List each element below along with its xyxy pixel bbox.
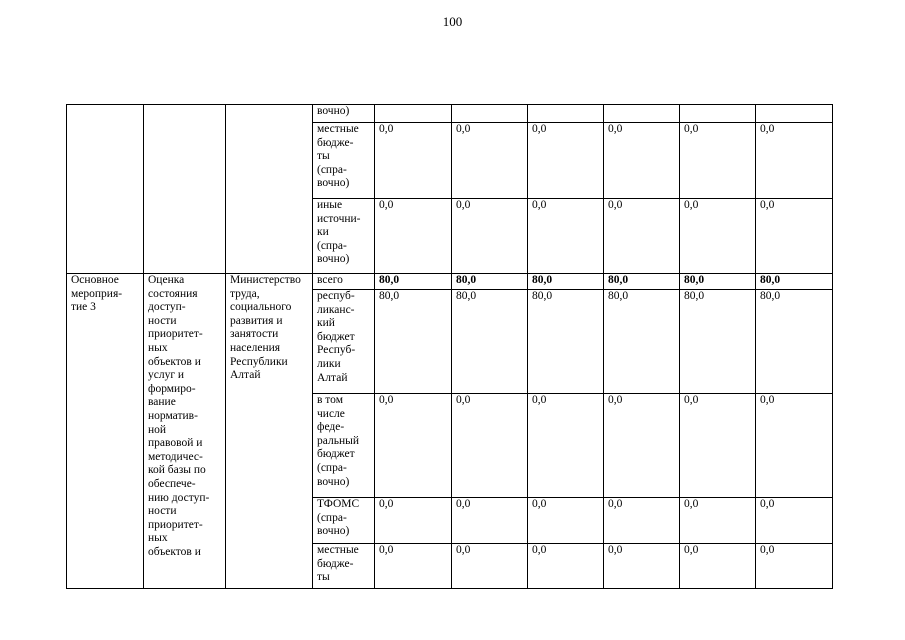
value-cell: 0,0 [452, 123, 528, 199]
value-cell [452, 105, 528, 123]
funding-source: вочно) [313, 105, 375, 123]
value-cell [528, 105, 604, 123]
funding-source: в том числе феде- ральный бюджет (спра- вочно) [313, 394, 375, 498]
value-cell: 80,0 [375, 290, 452, 394]
value-cell: 0,0 [680, 123, 756, 199]
activity-description-cell [144, 105, 226, 274]
total-value: 80,0 [604, 274, 680, 290]
funding-source: местные бюдже- ты (спра- вочно) [313, 123, 375, 199]
value-cell: 0,0 [604, 199, 680, 274]
value-cell: 80,0 [528, 290, 604, 394]
value-cell: 0,0 [452, 544, 528, 589]
total-value: 80,0 [528, 274, 604, 290]
value-cell: 80,0 [756, 290, 833, 394]
value-cell: 0,0 [604, 498, 680, 544]
value-cell: 0,0 [375, 544, 452, 589]
total-value: 80,0 [452, 274, 528, 290]
value-cell: 0,0 [756, 199, 833, 274]
executor-cell [226, 105, 313, 274]
total-value: 80,0 [756, 274, 833, 290]
value-cell: 0,0 [604, 394, 680, 498]
value-cell [604, 105, 680, 123]
value-cell [680, 105, 756, 123]
value-cell [756, 105, 833, 123]
value-cell: 0,0 [756, 544, 833, 589]
value-cell: 0,0 [756, 123, 833, 199]
value-cell: 0,0 [604, 123, 680, 199]
activity-description: Оценка состояния доступ- ности приоритет- ных объектов и услуг и формиро- вание норматив- ной правовой и методичес- кой базы по обеспече- нию доступ- ности приоритет- ных объектов и [144, 274, 226, 589]
value-cell: 0,0 [756, 498, 833, 544]
value-cell: 80,0 [680, 290, 756, 394]
value-cell: 0,0 [680, 394, 756, 498]
funding-source: иные источни- ки (спра- вочно) [313, 199, 375, 274]
value-cell: 0,0 [756, 394, 833, 498]
value-cell: 0,0 [528, 199, 604, 274]
value-cell: 0,0 [452, 394, 528, 498]
funding-source: ТФОМС (спра- вочно) [313, 498, 375, 544]
activity-name: Основное мероприя- тие 3 [67, 274, 144, 589]
value-cell: 0,0 [452, 199, 528, 274]
value-cell: 0,0 [528, 498, 604, 544]
table-row [67, 105, 833, 123]
page-number: 100 [442, 14, 463, 29]
value-cell: 0,0 [375, 394, 452, 498]
activity-executor: Министерство труда, социального развития и занятости населения Республики Алтай [226, 274, 313, 589]
value-cell: 0,0 [680, 544, 756, 589]
funding-source: респуб- ликанс- кий бюджет Респуб- лики Алтай [313, 290, 375, 394]
value-cell: 0,0 [375, 199, 452, 274]
value-cell [375, 105, 452, 123]
value-cell: 0,0 [375, 498, 452, 544]
value-cell: 0,0 [604, 544, 680, 589]
value-cell: 0,0 [528, 123, 604, 199]
value-cell: 0,0 [528, 544, 604, 589]
table-row [67, 274, 833, 290]
activity-name-cell [67, 105, 144, 274]
value-cell: 80,0 [604, 290, 680, 394]
budget-table [66, 104, 833, 589]
funding-source: всего [313, 274, 375, 290]
value-cell: 0,0 [680, 498, 756, 544]
value-cell: 0,0 [375, 123, 452, 199]
value-cell: 0,0 [452, 498, 528, 544]
value-cell: 0,0 [680, 199, 756, 274]
value-cell: 0,0 [528, 394, 604, 498]
total-value: 80,0 [375, 274, 452, 290]
value-cell: 80,0 [452, 290, 528, 394]
total-value: 80,0 [680, 274, 756, 290]
funding-source: местные бюдже- ты [313, 544, 375, 589]
